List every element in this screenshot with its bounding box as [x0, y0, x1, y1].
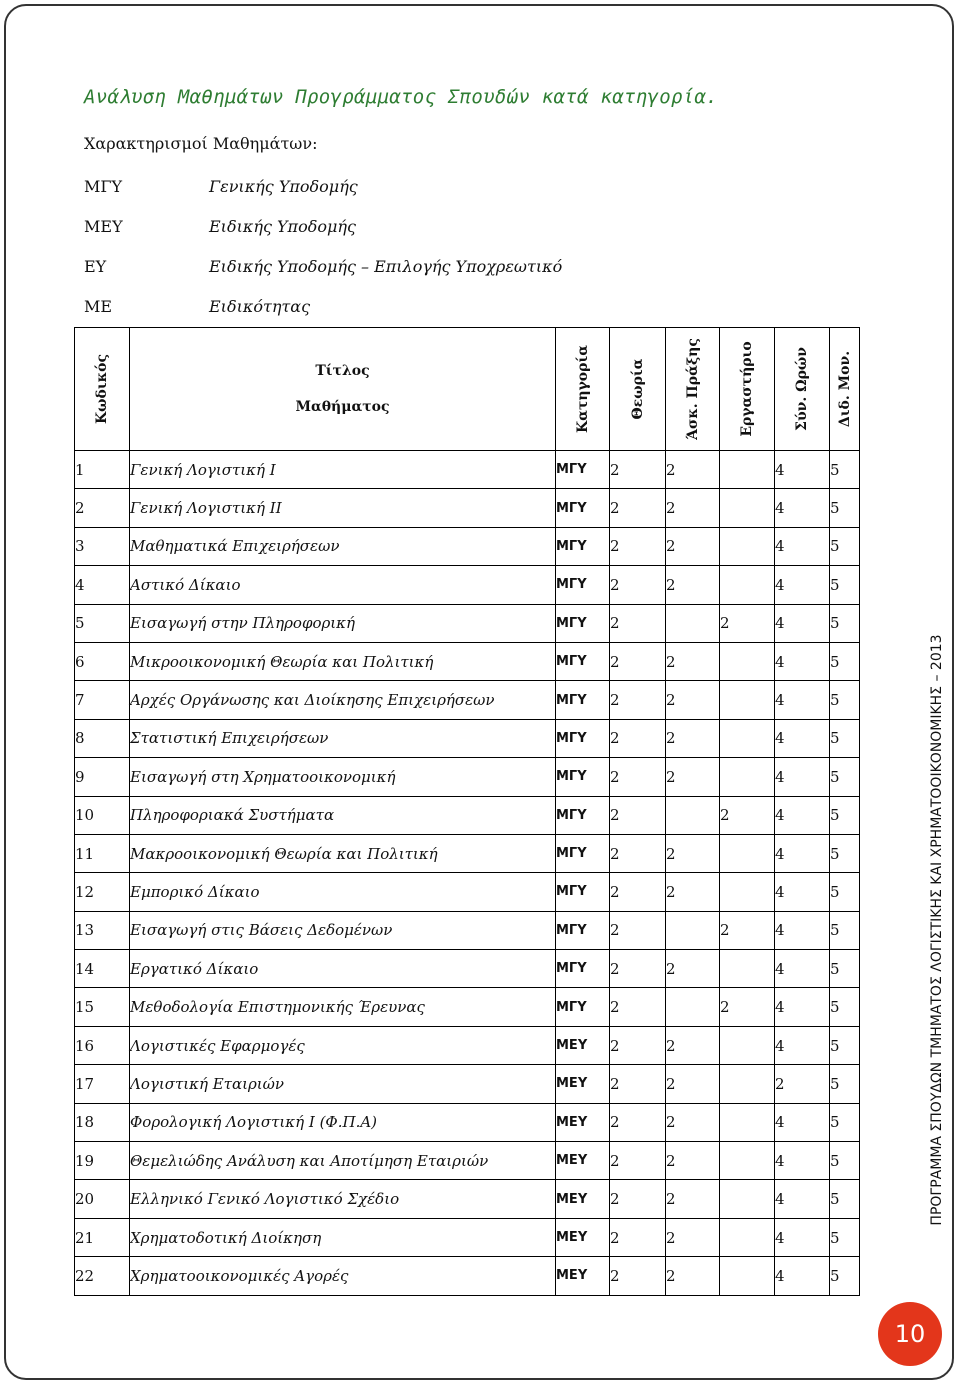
cell-code: 18 — [75, 1103, 130, 1141]
cell-theory: 2 — [610, 950, 666, 988]
cell-category: ΜΓΥ — [556, 988, 610, 1026]
cell-practice: 2 — [666, 1026, 720, 1064]
table-row — [75, 642, 860, 680]
cell-title: Θεμελιώδης Ανάλυση και Αποτίμηση Εταιριών — [130, 1142, 556, 1180]
cell-practice — [666, 796, 720, 834]
cell-category: ΜΓΥ — [556, 642, 610, 680]
cell-title: Εισαγωγή στη Χρηματοοικονομική — [130, 758, 556, 796]
cell-credits: 5 — [830, 834, 860, 872]
cell-total-hours: 4 — [775, 604, 830, 642]
cell-title: Εργατικό Δίκαιο — [130, 950, 556, 988]
course-table — [74, 327, 860, 1296]
cell-lab — [720, 566, 775, 604]
cell-lab — [720, 834, 775, 872]
table-row — [75, 911, 860, 949]
cell-code: 5 — [75, 604, 130, 642]
cell-title: Εισαγωγή στις Βάσεις Δεδομένων — [130, 911, 556, 949]
cell-total-hours: 4 — [775, 1103, 830, 1141]
cell-credits: 5 — [830, 566, 860, 604]
cell-practice: 2 — [666, 950, 720, 988]
table-row — [75, 1103, 860, 1141]
cell-practice: 2 — [666, 1218, 720, 1256]
table-row — [75, 1065, 860, 1103]
cell-code: 10 — [75, 796, 130, 834]
cell-lab — [720, 1065, 775, 1103]
column-header-category: Κατηγορία — [556, 328, 610, 451]
cell-category: ΜΕΥ — [556, 1103, 610, 1141]
cell-theory: 2 — [610, 911, 666, 949]
cell-code: 11 — [75, 834, 130, 872]
cell-theory: 2 — [610, 1103, 666, 1141]
course-table-body — [75, 451, 860, 1296]
cell-title: Γενική Λογιστική ΙΙ — [130, 489, 556, 527]
cell-theory: 2 — [610, 642, 666, 680]
cell-theory: 2 — [610, 758, 666, 796]
cell-practice: 2 — [666, 527, 720, 565]
cell-total-hours: 4 — [775, 758, 830, 796]
cell-title: Στατιστική Επιχειρήσεων — [130, 719, 556, 757]
table-row — [75, 604, 860, 642]
cell-credits: 5 — [830, 873, 860, 911]
cell-category: ΜΓΥ — [556, 873, 610, 911]
table-row — [75, 1180, 860, 1218]
cell-total-hours: 4 — [775, 642, 830, 680]
table-row — [75, 1026, 860, 1064]
cell-code: 6 — [75, 642, 130, 680]
cell-code: 4 — [75, 566, 130, 604]
cell-practice: 2 — [666, 719, 720, 757]
cell-total-hours: 4 — [775, 1218, 830, 1256]
cell-credits: 5 — [830, 1142, 860, 1180]
column-header-title-line1: Τίτλος — [315, 363, 370, 379]
cell-total-hours: 4 — [775, 489, 830, 527]
cell-practice: 2 — [666, 489, 720, 527]
cell-credits: 5 — [830, 527, 860, 565]
cell-theory: 2 — [610, 796, 666, 834]
cell-credits: 5 — [830, 1257, 860, 1295]
legend-code: ΜΓΥ — [84, 177, 123, 196]
cell-title: Μεθοδολογία Επιστημονικής Έρευνας — [130, 988, 556, 1026]
cell-lab — [720, 1257, 775, 1295]
cell-category: ΜΓΥ — [556, 566, 610, 604]
cell-credits: 5 — [830, 796, 860, 834]
cell-credits: 5 — [830, 642, 860, 680]
cell-code: 15 — [75, 988, 130, 1026]
cell-practice — [666, 604, 720, 642]
cell-category: ΜΓΥ — [556, 758, 610, 796]
cell-credits: 5 — [830, 1218, 860, 1256]
cell-category: ΜΓΥ — [556, 489, 610, 527]
cell-practice: 2 — [666, 1142, 720, 1180]
page-title: Ανάλυση Μαθημάτων Προγράμματος Σπουδών κατά κατηγορία. — [84, 86, 718, 108]
cell-lab: 2 — [720, 911, 775, 949]
legend-code: ΕΥ — [84, 257, 107, 276]
legend-desc: Ειδικότητας — [209, 297, 311, 316]
cell-practice: 2 — [666, 1257, 720, 1295]
cell-total-hours: 4 — [775, 873, 830, 911]
table-row — [75, 758, 860, 796]
cell-total-hours: 4 — [775, 681, 830, 719]
table-row — [75, 834, 860, 872]
cell-lab — [720, 642, 775, 680]
cell-category: ΜΓΥ — [556, 950, 610, 988]
cell-practice: 2 — [666, 1065, 720, 1103]
cell-code: 14 — [75, 950, 130, 988]
cell-practice: 2 — [666, 758, 720, 796]
cell-theory: 2 — [610, 1257, 666, 1295]
column-header-title — [130, 328, 556, 451]
cell-total-hours: 4 — [775, 566, 830, 604]
table-row — [75, 527, 860, 565]
cell-title: Μικροοικονομική Θεωρία και Πολιτική — [130, 642, 556, 680]
cell-title: Ελληνικό Γενικό Λογιστικό Σχέδιο — [130, 1180, 556, 1218]
cell-total-hours: 4 — [775, 834, 830, 872]
cell-code: 13 — [75, 911, 130, 949]
column-header-code: Κωδικός — [75, 328, 130, 451]
cell-credits: 5 — [830, 1103, 860, 1141]
cell-theory: 2 — [610, 1180, 666, 1218]
cell-lab — [720, 950, 775, 988]
cell-credits: 5 — [830, 489, 860, 527]
cell-credits: 5 — [830, 988, 860, 1026]
column-header-theory: Θεωρία — [610, 328, 666, 451]
cell-practice: 2 — [666, 873, 720, 911]
cell-practice: 2 — [666, 451, 720, 489]
cell-code: 8 — [75, 719, 130, 757]
cell-theory: 2 — [610, 681, 666, 719]
legend-heading: Χαρακτηρισμοί Μαθημάτων: — [84, 134, 318, 153]
cell-practice: 2 — [666, 834, 720, 872]
cell-category: ΜΓΥ — [556, 719, 610, 757]
cell-code: 17 — [75, 1065, 130, 1103]
cell-lab — [720, 1026, 775, 1064]
cell-lab: 2 — [720, 604, 775, 642]
cell-code: 20 — [75, 1180, 130, 1218]
table-header-row — [75, 328, 860, 451]
cell-code: 22 — [75, 1257, 130, 1295]
table-row — [75, 1142, 860, 1180]
cell-theory: 2 — [610, 1065, 666, 1103]
cell-category: ΜΓΥ — [556, 834, 610, 872]
cell-credits: 5 — [830, 1180, 860, 1218]
page-number-badge: 10 — [878, 1302, 942, 1366]
cell-category: ΜΕΥ — [556, 1065, 610, 1103]
cell-title: Πληροφοριακά Συστήματα — [130, 796, 556, 834]
cell-category: ΜΕΥ — [556, 1142, 610, 1180]
cell-title: Λογιστικές Εφαρμογές — [130, 1026, 556, 1064]
cell-total-hours: 2 — [775, 1065, 830, 1103]
cell-lab — [720, 758, 775, 796]
cell-category: ΜΕΥ — [556, 1026, 610, 1064]
column-header-total-hours: Σύν. Ωρών — [775, 328, 830, 451]
cell-theory: 2 — [610, 489, 666, 527]
legend-desc: Ειδικής Υποδομής – Επιλογής Υποχρεωτικό — [209, 257, 563, 276]
cell-title: Χρηματοδοτική Διοίκηση — [130, 1218, 556, 1256]
cell-theory: 2 — [610, 1218, 666, 1256]
cell-title: Χρηματοοικονομικές Αγορές — [130, 1257, 556, 1295]
cell-total-hours: 4 — [775, 1026, 830, 1064]
cell-code: 7 — [75, 681, 130, 719]
cell-category: ΜΓΥ — [556, 527, 610, 565]
cell-theory: 2 — [610, 451, 666, 489]
cell-practice — [666, 911, 720, 949]
table-row — [75, 950, 860, 988]
cell-lab — [720, 719, 775, 757]
legend-desc: Γενικής Υποδομής — [209, 177, 358, 196]
table-row — [75, 873, 860, 911]
legend-code: ΜΕΥ — [84, 217, 123, 236]
cell-lab — [720, 451, 775, 489]
table-row — [75, 1257, 860, 1295]
cell-credits: 5 — [830, 451, 860, 489]
cell-code: 1 — [75, 451, 130, 489]
cell-lab — [720, 1103, 775, 1141]
cell-category: ΜΕΥ — [556, 1180, 610, 1218]
cell-credits: 5 — [830, 950, 860, 988]
cell-credits: 5 — [830, 681, 860, 719]
table-row — [75, 566, 860, 604]
cell-title: Αστικό Δίκαιο — [130, 566, 556, 604]
column-header-title-line2: Μαθήματος — [295, 399, 390, 415]
cell-code: 19 — [75, 1142, 130, 1180]
cell-total-hours: 4 — [775, 796, 830, 834]
cell-category: ΜΕΥ — [556, 1218, 610, 1256]
cell-lab: 2 — [720, 988, 775, 1026]
cell-lab — [720, 873, 775, 911]
table-row — [75, 489, 860, 527]
table-row — [75, 796, 860, 834]
cell-code: 21 — [75, 1218, 130, 1256]
cell-category: ΜΓΥ — [556, 911, 610, 949]
cell-practice: 2 — [666, 642, 720, 680]
cell-practice: 2 — [666, 1103, 720, 1141]
cell-credits: 5 — [830, 911, 860, 949]
cell-category: ΜΓΥ — [556, 451, 610, 489]
cell-lab — [720, 1218, 775, 1256]
column-header-lab: Εργαστήριο — [720, 328, 775, 451]
cell-lab: 2 — [720, 796, 775, 834]
cell-credits: 5 — [830, 758, 860, 796]
cell-theory: 2 — [610, 719, 666, 757]
cell-code: 3 — [75, 527, 130, 565]
cell-title: Αρχές Οργάνωσης και Διοίκησης Επιχειρήσεων — [130, 681, 556, 719]
cell-theory: 2 — [610, 1026, 666, 1064]
cell-category: ΜΓΥ — [556, 604, 610, 642]
cell-total-hours: 4 — [775, 1142, 830, 1180]
legend-desc: Ειδικής Υποδομής — [209, 217, 356, 236]
cell-code: 9 — [75, 758, 130, 796]
table-row — [75, 1218, 860, 1256]
cell-theory: 2 — [610, 566, 666, 604]
cell-total-hours: 4 — [775, 451, 830, 489]
cell-total-hours: 4 — [775, 1257, 830, 1295]
column-header-practice: Άσκ. Πράξης — [666, 328, 720, 451]
table-row — [75, 451, 860, 489]
cell-theory: 2 — [610, 604, 666, 642]
cell-lab — [720, 681, 775, 719]
cell-theory: 2 — [610, 1142, 666, 1180]
cell-theory: 2 — [610, 834, 666, 872]
table-row — [75, 681, 860, 719]
cell-practice: 2 — [666, 566, 720, 604]
cell-total-hours: 4 — [775, 950, 830, 988]
cell-total-hours: 4 — [775, 988, 830, 1026]
cell-lab — [720, 1180, 775, 1218]
cell-category: ΜΓΥ — [556, 681, 610, 719]
cell-practice — [666, 988, 720, 1026]
cell-credits: 5 — [830, 1026, 860, 1064]
cell-lab — [720, 527, 775, 565]
table-row — [75, 988, 860, 1026]
cell-theory: 2 — [610, 527, 666, 565]
cell-title: Μακροοικονομική Θεωρία και Πολιτική — [130, 834, 556, 872]
cell-title: Μαθηματικά Επιχειρήσεων — [130, 527, 556, 565]
cell-title: Φορολογική Λογιστική Ι (Φ.Π.Α) — [130, 1103, 556, 1141]
cell-code: 16 — [75, 1026, 130, 1064]
cell-credits: 5 — [830, 1065, 860, 1103]
column-header-credits: Διδ. Μον. — [830, 328, 860, 451]
footer-side-text: ΠΡΟΓΡΑΜΜΑ ΣΠΟΥΔΩΝ ΤΜΗΜΑΤΟΣ ΛΟΓΙΣΤΙΚΗΣ ΚΑΙ ΧΡΗΜΑΤΟΟΙΚΟΝΟΜΙΚΗΣ – 2013 — [929, 634, 945, 1226]
cell-total-hours: 4 — [775, 527, 830, 565]
cell-credits: 5 — [830, 604, 860, 642]
cell-lab — [720, 1142, 775, 1180]
cell-practice: 2 — [666, 681, 720, 719]
cell-practice: 2 — [666, 1180, 720, 1218]
cell-total-hours: 4 — [775, 719, 830, 757]
cell-theory: 2 — [610, 988, 666, 1026]
cell-category: ΜΕΥ — [556, 1257, 610, 1295]
table-row — [75, 719, 860, 757]
cell-theory: 2 — [610, 873, 666, 911]
cell-code: 12 — [75, 873, 130, 911]
cell-credits: 5 — [830, 719, 860, 757]
cell-title: Εισαγωγή στην Πληροφορική — [130, 604, 556, 642]
cell-total-hours: 4 — [775, 911, 830, 949]
cell-title: Γενική Λογιστική Ι — [130, 451, 556, 489]
cell-code: 2 — [75, 489, 130, 527]
cell-total-hours: 4 — [775, 1180, 830, 1218]
cell-title: Λογιστική Εταιριών — [130, 1065, 556, 1103]
cell-category: ΜΓΥ — [556, 796, 610, 834]
cell-lab — [720, 489, 775, 527]
legend-code: ΜΕ — [84, 297, 113, 316]
cell-title: Εμπορικό Δίκαιο — [130, 873, 556, 911]
